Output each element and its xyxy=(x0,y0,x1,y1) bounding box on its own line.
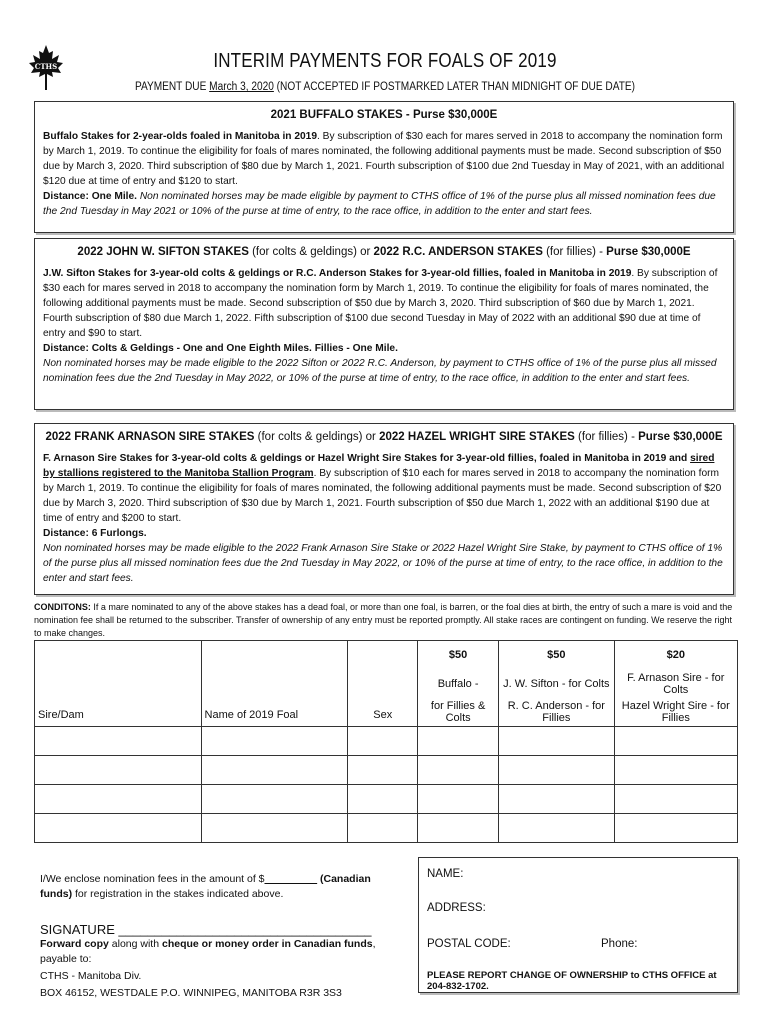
payment-instructions xyxy=(40,872,380,1001)
signature-line[interactable]: SIGNATURE ___________________________________ xyxy=(40,922,372,937)
buffalo-description: Buffalo Stakes for 2-year-olds foaled in Manitoba in 2019. By subscription of $30 each for mares served in 2018 to accompany the nomination form by March 1, 2019. To continue the eligibility for foals of mares nominated, the following additional payments must be made. Second subscription of $50 due by March 3, 2020. Third subscription of $80 due by March 1, 2021. Fourth subscription of $100 due 2nd Tuesday in May of 2021, with an additional $120 due at time of entry and $120 to start. xyxy=(43,131,725,187)
entry-row[interactable] xyxy=(35,785,738,814)
entry-row[interactable] xyxy=(35,814,738,843)
address-line-1: CTHS - Manitoba Div. xyxy=(40,970,142,982)
entry-row[interactable] xyxy=(35,756,738,785)
report-change-notice: PLEASE REPORT CHANGE OF OWNERSHIP to CTHS OFFICE at 204-832-1702. xyxy=(427,970,717,992)
conditions-text: CONDITONS: If a mare nominated to any of the above stakes has a dead foal, or more than one foal, is barren, or the foal dies at birth, the entry of such a mare is void and the nomination fee shall be returned to the subscriber. Transfer of ownership of any entry must be reported promptly. All stake races are contingent on funding. We reserve the right to make changes. xyxy=(34,602,733,638)
buffalo-label-1: Buffalo - xyxy=(418,670,499,699)
entry-row[interactable] xyxy=(35,727,738,756)
arnason-fee: $20 xyxy=(666,649,685,662)
sifton-fee: $50 xyxy=(547,649,566,662)
postal-code-field[interactable]: POSTAL CODE: xyxy=(427,938,511,950)
arnason-wright-section xyxy=(34,423,734,595)
nomination-table xyxy=(34,640,738,843)
amount-blank[interactable]: _________ xyxy=(264,873,318,885)
sifton-label-1: J. W. Sifton - for Colts xyxy=(499,670,614,699)
sifton-distance: Distance: Colts & Geldings - One and One Eighth Miles. Fillies - One Mile. xyxy=(43,343,398,354)
buffalo-fee: $50 xyxy=(448,649,468,662)
sifton-anderson-section xyxy=(34,238,734,410)
arnason-note: Non nominated horses may be made eligible to the 2022 Frank Arnason Sire Stake or 2022 Hazel Wright Sire Stake, by payment to CTHS office of 1% of the purse plus all missed nomination fees due the 2nd Tuesday in May 2022, or 10% of the purse at time of entry, to the race office, in addition to the enter and start fees. xyxy=(43,543,723,584)
logo-text: CTHS xyxy=(34,62,58,71)
payment-due-line: PAYMENT DUE March 3, 2020 (NOT ACCEPTED IF POSTMARKED LATER THAN MIDNIGHT OF DUE DATE) xyxy=(134,81,636,93)
buffalo-label-2: for Fillies & Colts xyxy=(418,699,499,727)
arnason-label-2: Hazel Wright Sire - for Fillies xyxy=(614,699,737,727)
arnason-label-1: F. Arnason Sire - for Colts xyxy=(614,670,737,699)
sifton-header: 2022 JOHN W. SIFTON STAKES (for colts & geldings) or 2022 R.C. ANDERSON STAKES (for fillies) - Purse $30,000E xyxy=(77,246,691,258)
buffalo-stakes-section xyxy=(34,101,734,233)
sire-dam-header: Sire/Dam xyxy=(35,641,202,727)
foal-name-header: Name of 2019 Foal xyxy=(201,641,348,727)
sex-header: Sex xyxy=(348,641,418,727)
buffalo-header: 2021 BUFFALO STAKES - Purse $30,000E xyxy=(270,109,498,121)
contact-box xyxy=(418,857,738,993)
buffalo-distance: Distance: One Mile. Non nominated horses may be made eligible by payment to CTHS office of 1% of the purse plus all missed nomination fees due the 2nd Tuesday in May 2021 or 10% of the purse at time of entry, to the race office, in addition to the enter and start fees. xyxy=(43,191,716,217)
sifton-description: J.W. Sifton Stakes for 3-year-old colts & geldings or R.C. Anderson Stakes for 3-year-old fillies, foaled in Manitoba in 2019. By subscription of $30 each for mares served in 2018 to accompany the nomination form by March 1, 2019. To continue the eligibility for foals of mares nominated, the following additional payments must be made. Second subscription of $50 due by March 3, 2020. Third subscription of $60 due by March 1, 2021. Fourth subscription of $80 due March 1, 2022. Fifth subscription of $100 due second Tuesday in May of 2022 with an additional $90 due at time of entry and $90 to start. xyxy=(43,268,718,339)
sifton-label-2: R. C. Anderson - for Fillies xyxy=(499,699,614,727)
forward-instructions: Forward copy along with cheque or money order in Canadian funds, payable to: xyxy=(40,938,376,965)
address-line-2: BOX 46152, WESTDALE P.O. WINNIPEG, MANITOBA R3R 3S3 xyxy=(40,987,342,999)
arnason-description: F. Arnason Sire Stakes for 3-year-old colts & geldings or Hazel Wright Sire Stakes for 3-year-old fillies, foaled in Manitoba in 2019 and sired by stallions registered to the Manitoba Stallion Program. By subscription of $10 each for mares served in 2018 to accompany the nomination form by March 1, 2019. To continue the eligibility for foals of mares nominated, the following additional payments must be made. Second subscription of $20 due by March 3, 2020. Third subscription of $30 due by March 1, 2021. Fourth subscription of $50 due March 1, 2022 with an additional $190 due at time of entry and $200 to start. xyxy=(43,453,722,524)
sifton-note: Non nominated horses may be made eligible to the 2022 Sifton or 2022 R.C. Anderson, by payment to CTHS office of 1% of the purse plus all missed nomination fees due the 2nd Tuesday in May 2022, or 10% of the purse at time of entry, to the race office, in addition to the enter and start fees. xyxy=(43,358,717,384)
arnason-header: 2022 FRANK ARNASON SIRE STAKES (for colts & geldings) or 2022 HAZEL WRIGHT SIRE STAKES (for fillies) - Purse $30,000E xyxy=(45,431,723,443)
phone-field[interactable]: Phone: xyxy=(601,938,638,950)
address-field[interactable]: ADDRESS: xyxy=(427,902,486,914)
name-field[interactable]: NAME: xyxy=(427,868,464,880)
enclose-statement: I/We enclose nomination fees in the amount of $_________ (Canadian funds) for registration in the stakes indicated above. xyxy=(40,873,371,900)
arnason-distance: Distance: 6 Furlongs. xyxy=(43,528,147,539)
page-title: INTERIM PAYMENTS FOR FOALS OF 2019 xyxy=(213,50,557,72)
due-date: March 3, 2020 xyxy=(209,81,274,93)
